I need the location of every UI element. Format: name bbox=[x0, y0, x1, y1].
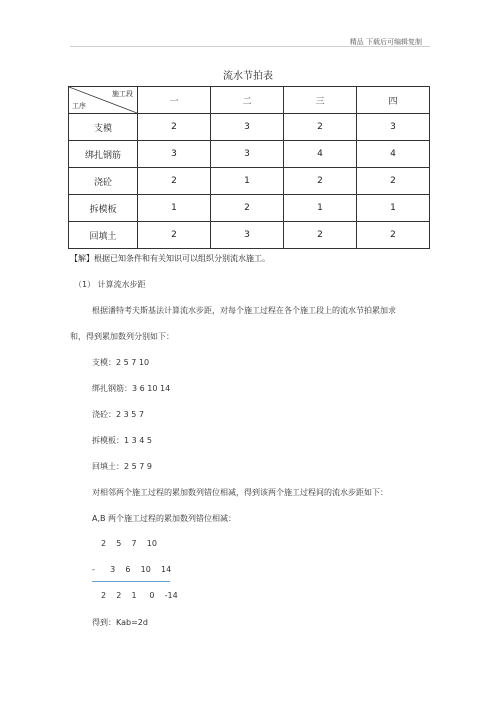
result-line: 得到：Kab=2d bbox=[92, 618, 148, 627]
table-cell: 3 bbox=[357, 114, 430, 141]
calc-row-1: 2 5 7 10 bbox=[101, 539, 157, 548]
corner-top-label: 施工段 bbox=[112, 90, 133, 98]
row-label: 回填土 bbox=[69, 222, 138, 249]
table-cell: 2 bbox=[138, 222, 211, 249]
ab-subtitle: A,B 两个施工过程的累加数列错位相减： bbox=[92, 514, 237, 523]
table-cell: 1 bbox=[357, 195, 430, 222]
calc-underline bbox=[92, 581, 170, 582]
table-cell: 3 bbox=[211, 141, 284, 168]
table-cell: 1 bbox=[138, 195, 211, 222]
column-header: 一 bbox=[138, 87, 211, 114]
row-label: 绑扎钢筋 bbox=[69, 141, 138, 168]
table-cell: 3 bbox=[211, 222, 284, 249]
paragraph-2: 对相邻两个施工过程的累加数列错位相减，得到该两个施工过程间的流水步距如下： bbox=[92, 488, 388, 497]
table-cell: 3 bbox=[211, 114, 284, 141]
sequence-rebar: 绑扎钢筋：3 6 10 14 bbox=[92, 384, 171, 393]
table-cell: 2 bbox=[138, 114, 211, 141]
table-cell: 4 bbox=[357, 141, 430, 168]
table-cell: 1 bbox=[211, 168, 284, 195]
sequence-concrete: 浇砼：2 3 5 7 bbox=[92, 410, 144, 419]
table-cell: 2 bbox=[138, 168, 211, 195]
column-header: 三 bbox=[284, 87, 357, 114]
calc-row-3: 2 2 1 0 -14 bbox=[101, 591, 178, 600]
sequence-backfill: 回填土：2 5 7 9 bbox=[92, 462, 152, 471]
row-label: 拆模板 bbox=[69, 195, 138, 222]
table-row bbox=[69, 114, 430, 141]
table-row bbox=[69, 141, 430, 168]
header-divider bbox=[70, 46, 430, 47]
paragraph-1: 根据潘特考夫斯基法计算流水步距，对每个施工过程在各个施工段上的流水节拍累加求 bbox=[92, 306, 396, 315]
step-heading: （1） 计算流水步距 bbox=[74, 280, 146, 289]
pace-table bbox=[68, 86, 430, 249]
table-cell: 4 bbox=[284, 141, 357, 168]
table-cell: 2 bbox=[211, 195, 284, 222]
solution-intro: 【解】根据已知条件和有关知识可以组织分别流水施工。 bbox=[70, 254, 270, 263]
calc-row-2: - 3 6 10 14 bbox=[92, 565, 172, 574]
column-header: 二 bbox=[211, 87, 284, 114]
sequence-formwork: 支模：2 5 7 10 bbox=[92, 358, 150, 367]
table-row bbox=[69, 168, 430, 195]
table-title: 流水节拍表 bbox=[223, 71, 273, 82]
table-header-row bbox=[69, 87, 430, 114]
corner-cell bbox=[69, 87, 138, 114]
paragraph-1-continued: 和，得到累加数列分别如下： bbox=[70, 332, 174, 341]
row-label: 浇砼 bbox=[69, 168, 138, 195]
table-cell: 1 bbox=[284, 195, 357, 222]
corner-bottom-label: 工序 bbox=[72, 102, 86, 110]
table-cell: 2 bbox=[284, 222, 357, 249]
sequence-stripping: 拆模板：1 3 4 5 bbox=[92, 436, 152, 445]
header-note: 精品 下载后可编辑复制 bbox=[349, 38, 422, 46]
table-cell: 3 bbox=[138, 141, 211, 168]
table-cell: 2 bbox=[357, 168, 430, 195]
table-row bbox=[69, 195, 430, 222]
table-cell: 2 bbox=[357, 222, 430, 249]
column-header: 四 bbox=[357, 87, 430, 114]
row-label: 支模 bbox=[69, 114, 138, 141]
table-row bbox=[69, 222, 430, 249]
table-cell: 2 bbox=[284, 168, 357, 195]
table-cell: 2 bbox=[284, 114, 357, 141]
